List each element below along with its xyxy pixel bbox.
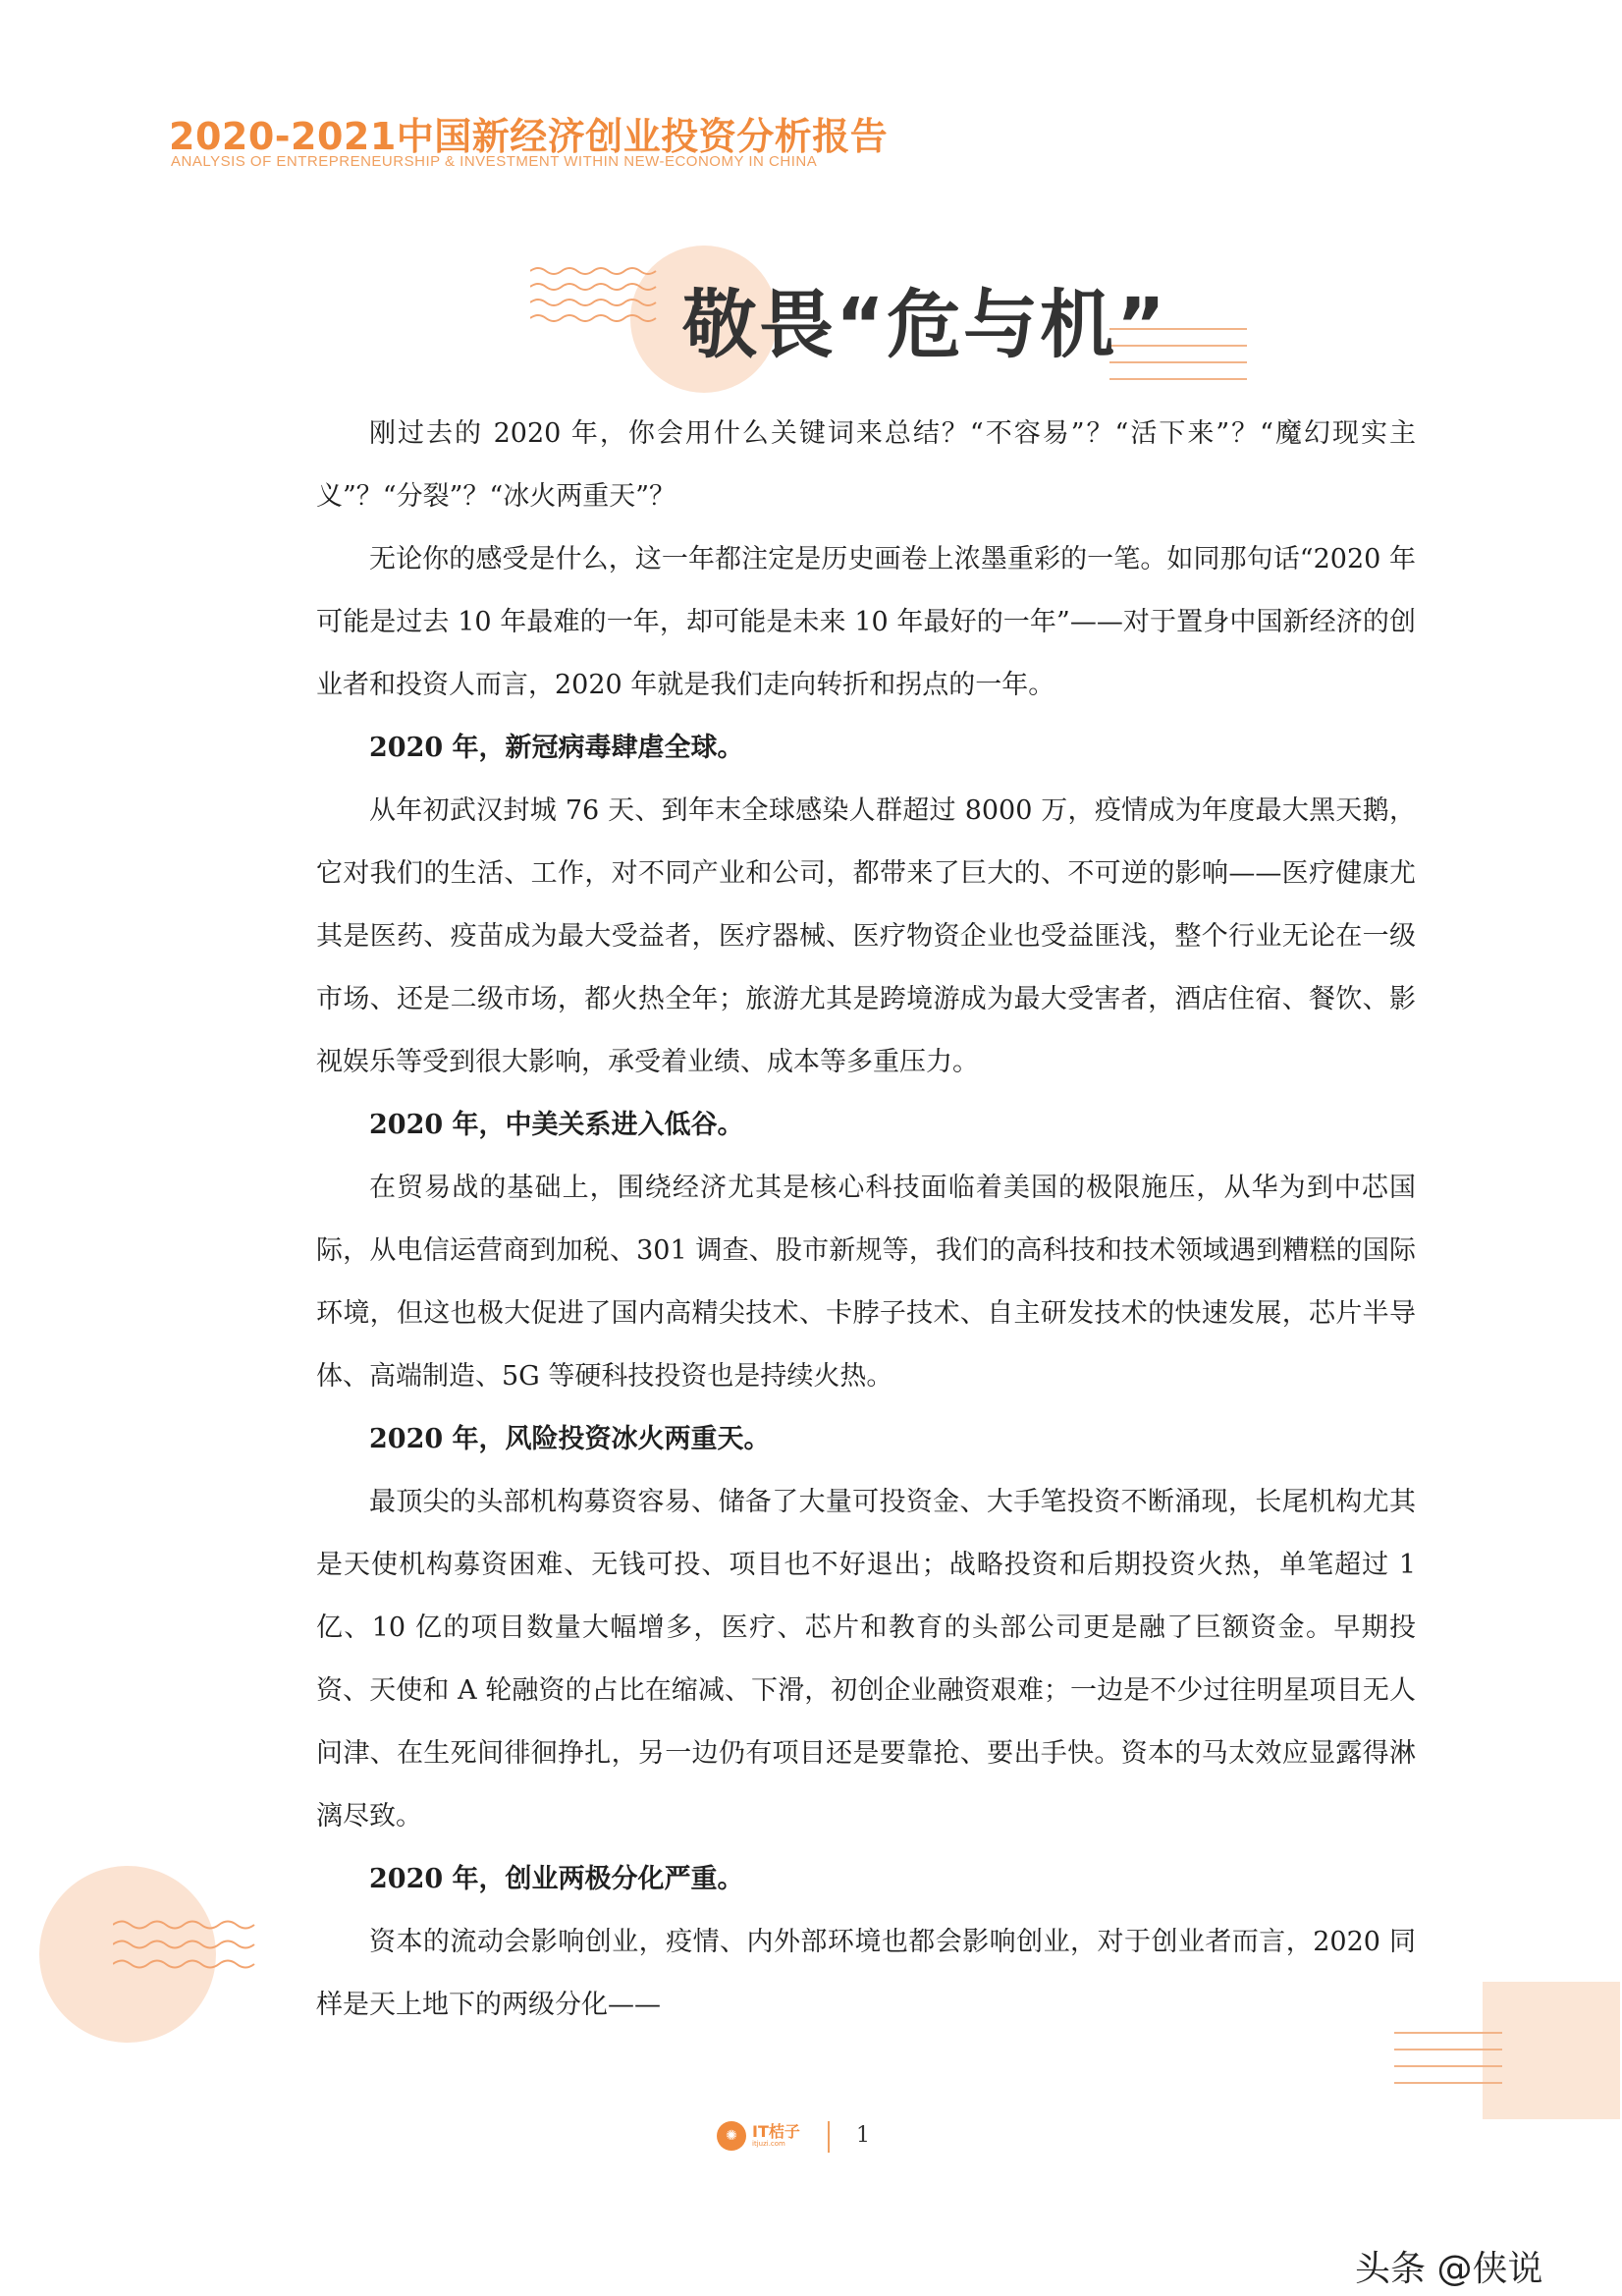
title-wave-lines-left — [530, 263, 658, 322]
paragraph: 从年初武汉封城 76 天、到年末全球感染人群超过 8000 万，疫情成为年度最大黑天鹅，它对我们的生活、工作，对不同产业和公司，都带来了巨大的、不可逆的影响——医疗健康尤其是医药、疫苗成为最大受益者，医疗器械、医疗物资企业也受益匪浅，整个行业无论在一级市场、还是二级市场，都火热全年；旅游尤其是跨境游成为最大受害者，酒店住宿、餐饮、影视娱乐等受到很大影响，承受着业绩、成本等多重压力。 — [316, 795, 1416, 1077]
article-body — [316, 403, 1416, 2037]
report-header-title: 2020-2021中国新经济创业投资分析报告 — [169, 115, 889, 158]
paragraph-heading: 2020 年，新冠病毒肆虐全球。 — [369, 733, 744, 763]
paragraph-heading: 2020 年，风险投资冰火两重天。 — [369, 1424, 771, 1454]
itjuzi-logo — [717, 2121, 800, 2151]
logo-text: IT桔子 — [752, 2121, 800, 2141]
paragraph: 无论你的感受是什么，这一年都注定是历史画卷上浓墨重彩的一笔。如同那句话“2020 年可能是过去 10 年最难的一年，却可能是未来 10 年最好的一年”——对于置身中国新经济的创业者和投资人而言，2020 年就是我们走向转折和拐点的一年。 — [316, 544, 1416, 700]
footer-divider — [828, 2121, 830, 2153]
section-title: 敬畏“危与机” — [682, 281, 1167, 368]
page-number: 1 — [856, 2123, 870, 2148]
paragraph: 在贸易战的基础上，围绕经济尤其是核心科技面临着美国的极限施压，从华为到中芯国际，从电信运营商到加税、301 调查、股市新规等，我们的高科技和技术领域遇到糟糕的国际环境，但这也极大促进了国内高精尖技术、卡脖子技术、自主研发技术的快速发展，芯片半导体、高端制造、5G 等硬科技投资也是持续火热。 — [316, 1173, 1416, 1392]
paragraph-heading: 2020 年，创业两极分化严重。 — [369, 1864, 744, 1894]
decor-square-right — [1483, 1982, 1620, 2119]
logo-subtext: itjuzi.com — [752, 2139, 785, 2148]
paragraph-heading: 2020 年，中美关系进入低谷。 — [369, 1110, 744, 1140]
report-header-subtitle: ANALYSIS OF ENTREPRENEURSHIP & INVESTMENT WITHIN NEW-ECONOMY IN CHINA — [171, 153, 818, 170]
decor-wave-lines-left — [113, 1915, 260, 1984]
watermark-text: 头条 @侠说 — [1355, 2249, 1543, 2289]
section-title-block — [511, 226, 1257, 403]
paragraph: 刚过去的 2020 年，你会用什么关键词来总结？“不容易”？“活下来”？“魔幻现实主义”？“分裂”？“冰火两重天”？ — [316, 418, 1416, 512]
paragraph: 最顶尖的头部机构募资容易、储备了大量可投资金、大手笔投资不断涌现，长尾机构尤其是天使机构募资困难、无钱可投、项目也不好退出；战略投资和后期投资火热，单笔超过 1 亿、10 亿的项目数量大幅增多，医疗、芯片和教育的头部公司更是融了巨额资金。早期投资、天使和 A 轮融资的占比在缩减、下滑，初创企业融资艰难；一边是不少过往明星项目无人问津、在生死间徘徊挣扎，另一边仍有项目还是要靠抢、要出手快。资本的马太效应显露得淋漓尽致。 — [316, 1487, 1416, 1831]
decor-stripe-lines-right — [1394, 2028, 1502, 2097]
paragraph: 资本的流动会影响创业，疫情、内外部环境也都会影响创业，对于创业者而言，2020 同样是天上地下的两级分化—— — [316, 1927, 1416, 2020]
orange-slice-icon: ✺ — [717, 2121, 746, 2151]
